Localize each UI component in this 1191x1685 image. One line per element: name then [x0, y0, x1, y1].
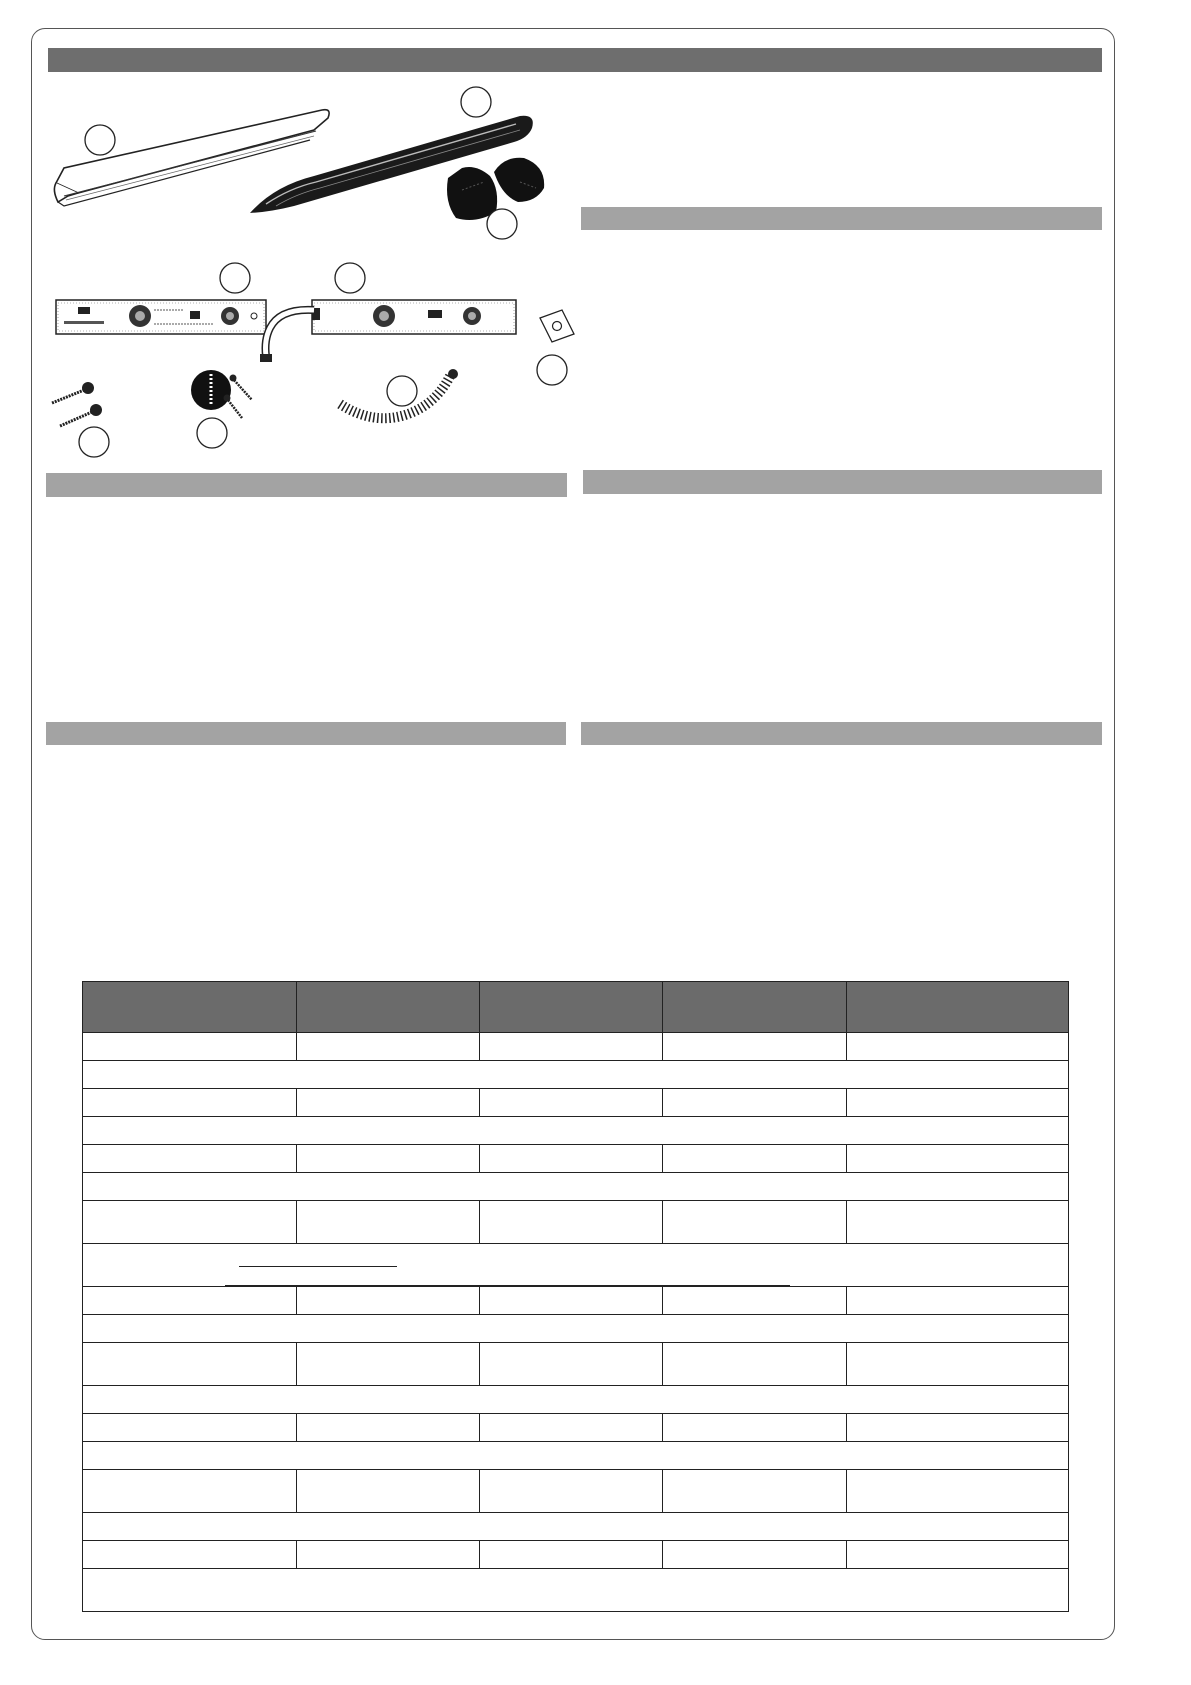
table-cell	[847, 1287, 1069, 1315]
spec-table-header	[83, 982, 1069, 1033]
table-cell	[663, 1089, 847, 1117]
table-cell	[83, 1343, 297, 1386]
table-span-row	[83, 1244, 1069, 1287]
table-span-row	[83, 1442, 1069, 1470]
underline-mark	[225, 1285, 790, 1286]
table-cell	[847, 1089, 1069, 1117]
table-cell	[847, 1033, 1069, 1061]
table-span-row	[83, 1061, 1069, 1089]
table-cell	[297, 1145, 480, 1173]
table-cell	[83, 1033, 297, 1061]
parts-illustration	[44, 78, 584, 468]
table-row	[83, 1089, 1069, 1117]
receiver-board-illustration	[260, 263, 516, 362]
header-cell	[297, 982, 480, 1033]
table-row	[83, 1414, 1069, 1442]
table-cell	[83, 1201, 297, 1244]
table-span-cell	[83, 1386, 1069, 1414]
table-cell	[480, 1201, 663, 1244]
mounting-plate-illustration	[191, 370, 252, 448]
table-cell	[663, 1145, 847, 1173]
table-cell	[297, 1343, 480, 1386]
end-caps-illustration	[447, 158, 544, 239]
table-cell	[480, 1145, 663, 1173]
table-cell	[663, 1287, 847, 1315]
table-span-cell	[83, 1569, 1069, 1612]
table-span-cell	[83, 1173, 1069, 1201]
table-span-cell	[83, 1061, 1069, 1089]
table-cell	[83, 1089, 297, 1117]
table-span-row	[83, 1173, 1069, 1201]
spec-table	[82, 981, 1069, 1612]
spec-table-body	[83, 1033, 1069, 1612]
table-cell	[297, 1287, 480, 1315]
table-span-row	[83, 1513, 1069, 1541]
table-cell	[663, 1470, 847, 1513]
header-cell	[847, 982, 1069, 1033]
header-cell	[480, 982, 663, 1033]
table-row	[83, 1470, 1069, 1513]
table-cell	[480, 1033, 663, 1061]
header-cell	[663, 982, 847, 1033]
wall-screws-illustration	[52, 382, 109, 457]
table-cell	[297, 1033, 480, 1061]
table-cell	[847, 1201, 1069, 1244]
table-span-cell	[83, 1315, 1069, 1343]
table-cell	[663, 1414, 847, 1442]
table-cell	[480, 1287, 663, 1315]
table-span-cell	[83, 1513, 1069, 1541]
table-cell	[480, 1089, 663, 1117]
table-cell	[663, 1541, 847, 1569]
table-span-row	[83, 1569, 1069, 1612]
table-cell	[83, 1145, 297, 1173]
table-cell	[480, 1470, 663, 1513]
table-cell	[847, 1145, 1069, 1173]
table-cell	[663, 1033, 847, 1061]
table-cell	[83, 1287, 297, 1315]
table-cell	[83, 1541, 297, 1569]
table-cell	[83, 1414, 297, 1442]
header-cell	[83, 982, 297, 1033]
section-bar-right-middle	[583, 470, 1102, 494]
section-bar-right-upper	[581, 207, 1102, 230]
table-cell	[297, 1089, 480, 1117]
table-span-cell	[83, 1117, 1069, 1145]
top-header-bar	[48, 48, 1102, 72]
table-cell	[297, 1201, 480, 1244]
table-span-cell	[83, 1244, 1069, 1287]
table-row	[83, 1033, 1069, 1061]
table-cell	[847, 1343, 1069, 1386]
table-cell	[480, 1414, 663, 1442]
table-row	[83, 1145, 1069, 1173]
table-span-row	[83, 1117, 1069, 1145]
table-cell	[847, 1541, 1069, 1569]
spiral-cable-illustration	[340, 369, 458, 418]
table-cell	[297, 1541, 480, 1569]
table-row	[83, 1287, 1069, 1315]
table-cell	[480, 1343, 663, 1386]
adhesive-pad-illustration	[537, 310, 574, 385]
section-bar-right-lower	[581, 722, 1102, 745]
underline-mark	[239, 1266, 397, 1267]
table-span-cell	[83, 1442, 1069, 1470]
table-cell	[663, 1343, 847, 1386]
table-cell	[297, 1414, 480, 1442]
table-cell	[83, 1470, 297, 1513]
table-cell	[847, 1414, 1069, 1442]
table-span-row	[83, 1386, 1069, 1414]
section-bar-left-lower	[46, 722, 566, 745]
table-cell	[297, 1470, 480, 1513]
table-span-row	[83, 1315, 1069, 1343]
table-cell	[663, 1201, 847, 1244]
section-bar-left-middle	[46, 473, 567, 497]
table-row	[83, 1343, 1069, 1386]
control-board-illustration	[56, 263, 266, 334]
table-cell	[847, 1470, 1069, 1513]
table-row	[83, 1201, 1069, 1244]
table-row	[83, 1541, 1069, 1569]
table-cell	[480, 1541, 663, 1569]
